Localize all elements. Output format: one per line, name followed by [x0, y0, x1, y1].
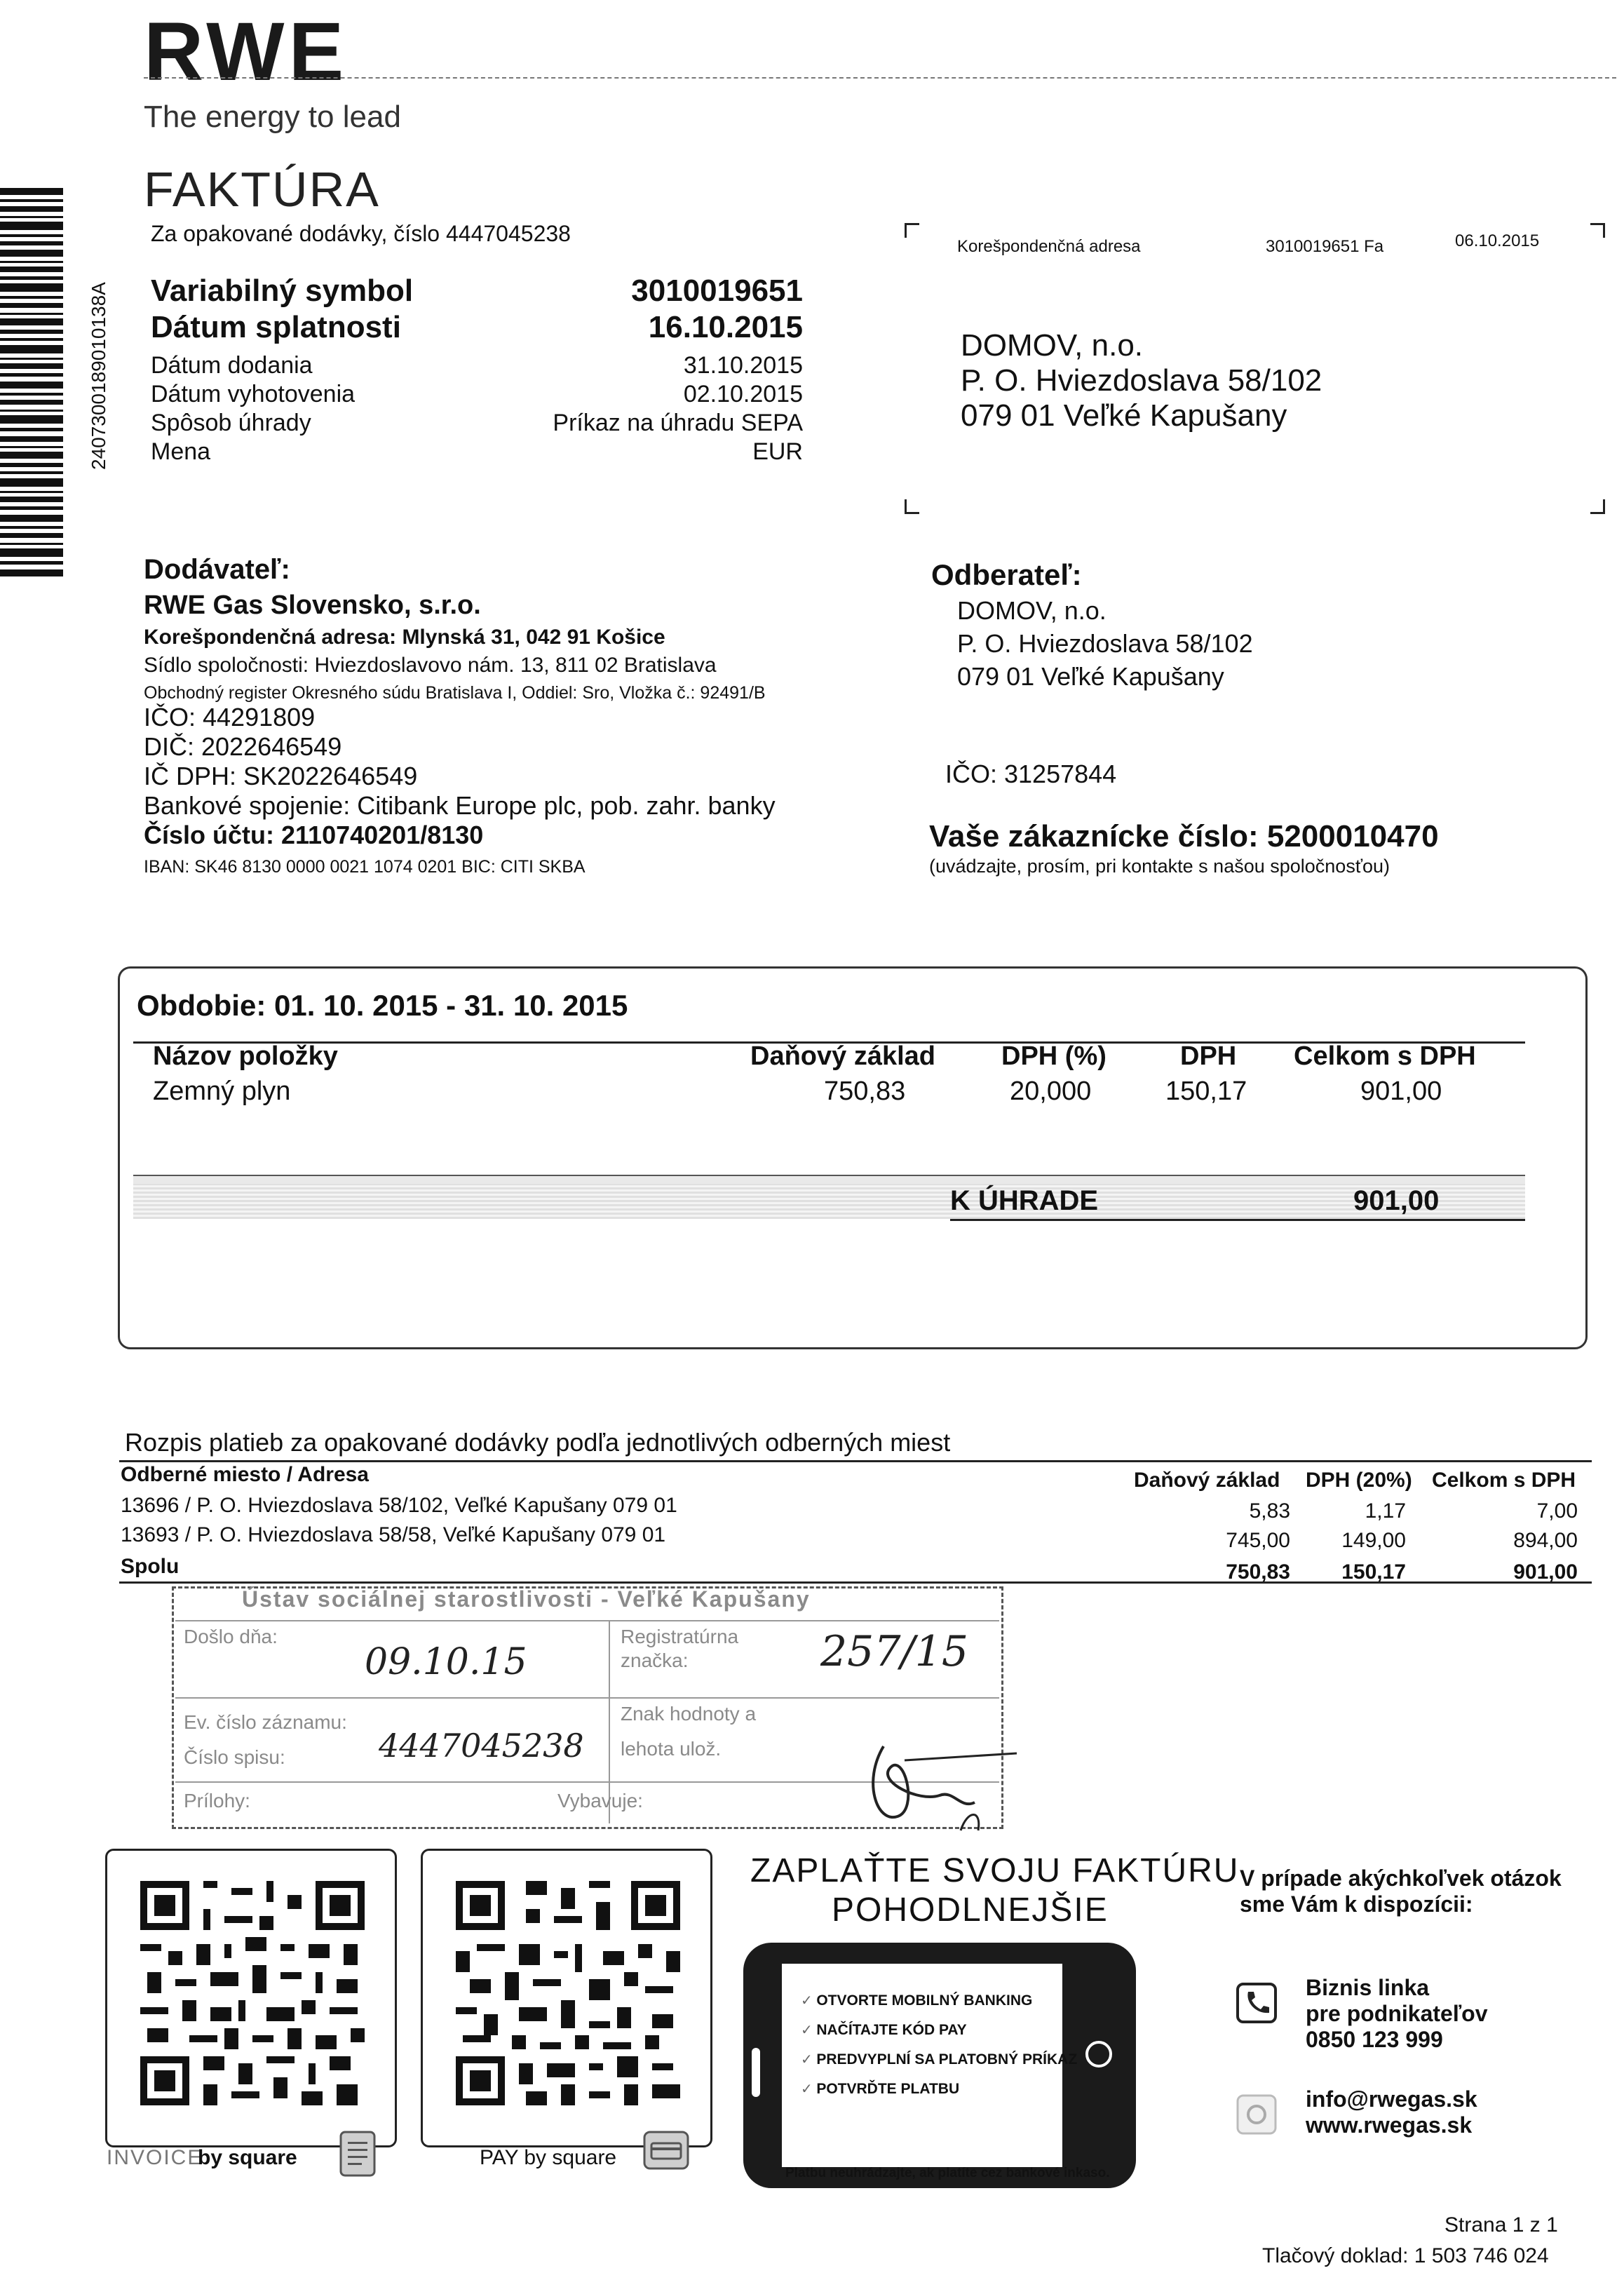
stamp-received-label: Došlo dňa: [184, 1626, 278, 1647]
supplier-corr-address: Korešpondenčná adresa: Mlynská 31, 042 91 Košice [144, 626, 665, 649]
issue-date-row [151, 381, 803, 412]
due-date-row [151, 310, 803, 344]
phone-home-button [1085, 2041, 1112, 2067]
breakdown-row2-base: 745,00 [1226, 1529, 1290, 1552]
payment-method-value: Príkaz na úhradu SEPA [553, 410, 803, 436]
contact-question [1240, 1866, 1562, 1917]
stamp-rule-2 [175, 1697, 999, 1699]
supplier-seat: Sídlo spoločnosti: Hviezdoslavovo nám. 13, 811 02 Bratislava [144, 654, 717, 677]
contact-web-link[interactable]: www.rwegas.sk [1306, 2112, 1473, 2138]
issue-date-value: 02.10.2015 [683, 381, 803, 407]
pay-direct-debit-note: Platbu neuhrádzajte, ak platíte cez bankové inkaso. [785, 2166, 1110, 2180]
delivery-date-label: Dátum dodania [151, 352, 313, 379]
mail-date: 06.10.2015 [1455, 231, 1540, 250]
variable-symbol-label: Variabilný symbol [151, 274, 414, 308]
invoice-by-square-label-b: by square [198, 2146, 297, 2169]
breakdown-title: Rozpis platieb za opakované dodávky podľa jednotlivých odberných miest [125, 1428, 951, 1457]
brand-tagline: The energy to lead [144, 100, 401, 134]
supplier-name: RWE Gas Slovensko, s.r.o. [144, 591, 481, 620]
breakdown-col-place: Odberné miesto / Adresa [121, 1463, 369, 1486]
customer-line3: 079 01 Veľké Kapušany [957, 662, 1224, 691]
breakdown-col-vat: DPH (20%) [1306, 1469, 1412, 1492]
currency-row [151, 438, 803, 469]
contact-email-link[interactable]: info@rwegas.sk [1306, 2086, 1477, 2112]
window-corner-tr [1590, 223, 1605, 238]
pay-step-1-text: OTVORTE MOBILNÝ BANKING [816, 1992, 1033, 2009]
breakdown-col-base: Daňový základ [1134, 1469, 1280, 1492]
web-contacts [1306, 2086, 1477, 2138]
business-line [1306, 1975, 1487, 2053]
payment-method-label: Spôsob úhrady [151, 410, 311, 436]
stamp-received-date: 09.10.15 [365, 1641, 527, 1683]
mail-address-line1: DOMOV, n.o. [961, 328, 1144, 363]
pay-step-2 [801, 2021, 967, 2039]
window-corner-br [1590, 499, 1605, 514]
breakdown-row1-vat: 1,17 [1365, 1499, 1406, 1523]
invoice-document-icon [338, 2129, 377, 2178]
stamp-rule-1 [175, 1620, 999, 1621]
amount-due-value: 901,00 [1353, 1185, 1440, 1216]
phone-icon [1236, 1982, 1278, 2024]
breakdown-row1-total: 7,00 [1536, 1499, 1578, 1523]
col-tax-base: Daňový základ [750, 1041, 935, 1071]
supplier-bank: Bankové spojenie: Citibank Europe plc, pob. zahr. banky [144, 791, 776, 820]
customer-line1: DOMOV, n.o. [957, 596, 1107, 625]
pay-title-line1: ZAPLAŤTE SVOJU FAKTÚRU [750, 1852, 1240, 1889]
breakdown-sum-base: 750,83 [1226, 1560, 1290, 1584]
supplier-iban: IBAN: SK46 8130 0000 0021 1074 0201 BIC: CITI SKBA [144, 857, 586, 877]
business-line-title: Biznis linka [1306, 1975, 1430, 2000]
print-document-number: Tlačový doklad: 1 503 746 024 [1262, 2244, 1549, 2267]
supplier-dic: DIČ: 2022646549 [144, 732, 342, 761]
issue-date-label: Dátum vyhotovenia [151, 381, 356, 407]
pay-step-3 [801, 2051, 1077, 2068]
email-icon [1236, 2093, 1278, 2136]
col-vat: DPH [1180, 1041, 1237, 1071]
phone-speaker [752, 2048, 760, 2097]
mail-address-line2: P. O. Hviezdoslava 58/102 [961, 363, 1322, 398]
pay-step-4-text: POTVRĎTE PLATBU [816, 2081, 960, 2097]
stamp-reg-label-1: Registratúrna [621, 1626, 739, 1647]
payment-method-row [151, 410, 803, 440]
business-line-subtitle: pre podnikateľov [1306, 2001, 1488, 2026]
header-divider [144, 77, 1616, 79]
item-vat: 150,17 [1165, 1077, 1247, 1106]
supplier-register: Obchodný register Okresného súdu Bratislava I, Oddiel: Sro, Vložka č.: 92491/B [144, 683, 766, 703]
stamp-record-label: Ev. číslo záznamu: [184, 1711, 347, 1733]
stamp-handler-label: Vybavuje: [557, 1790, 643, 1812]
barcode [0, 188, 63, 581]
stamp-value-label-1: Znak hodnoty a [621, 1703, 757, 1725]
pay-step-4 [801, 2080, 959, 2098]
stamp-file-number: 4447045238 [379, 1727, 584, 1765]
barcode-number [88, 182, 116, 477]
customer-number: Vaše zákaznícke číslo: 5200010470 [929, 819, 1439, 854]
customer-line2: P. O. Hviezdoslava 58/102 [957, 629, 1253, 658]
pay-qr-code[interactable] [449, 1874, 687, 2112]
col-total: Celkom s DPH [1294, 1041, 1476, 1071]
window-corner-bl [905, 499, 919, 514]
delivery-date-row [151, 352, 803, 383]
contact-question-line1: V prípade akýchkoľvek otázok [1240, 1866, 1562, 1891]
stamp-reg-number: 257/15 [820, 1627, 969, 1676]
check-icon: ✓ [801, 2052, 817, 2067]
customer-ico: IČO: 31257844 [945, 760, 1117, 788]
document-subtitle: Za opakované dodávky, číslo 4447045238 [151, 221, 571, 246]
pay-step-3-text: PREDVYPLNÍ SA PLATOBNÝ PRÍKAZ [816, 2051, 1078, 2067]
currency-value: EUR [752, 438, 803, 465]
business-line-phone[interactable]: 0850 123 999 [1306, 2027, 1443, 2052]
item-vat-rate: 20,000 [1010, 1077, 1092, 1106]
breakdown-sum-rule [119, 1581, 1592, 1584]
due-date-value: 16.10.2015 [648, 310, 803, 344]
breakdown-col-total: Celkom s DPH [1432, 1469, 1576, 1492]
pay-step-2-text: NAČÍTAJTE KÓD PAY [816, 2022, 967, 2038]
item-name: Zemný plyn [153, 1077, 291, 1106]
check-icon: ✓ [801, 2023, 817, 2038]
breakdown-sum-label: Spolu [121, 1555, 180, 1578]
breakdown-row2-place: 13693 / P. O. Hviezdoslava 58/58, Veľké Kapušany 079 01 [121, 1523, 666, 1546]
variable-symbol-value: 3010019651 [631, 274, 803, 308]
contact-question-line2: sme Vám k dispozícii: [1240, 1891, 1473, 1917]
total-band-texture [133, 1184, 1525, 1219]
item-total: 901,00 [1360, 1077, 1442, 1106]
handwritten-signature [855, 1725, 1024, 1837]
variable-symbol-row [151, 274, 803, 308]
delivery-date-value: 31.10.2015 [683, 352, 803, 379]
breakdown-row1-place: 13696 / P. O. Hviezdoslava 58/102, Veľké Kapušany 079 01 [121, 1494, 677, 1517]
mail-reference: 3010019651 Fa [1266, 237, 1384, 256]
due-date-label: Dátum splatnosti [151, 310, 401, 344]
col-vat-rate: DPH (%) [1001, 1041, 1107, 1071]
billing-period-title: Obdobie: 01. 10. 2015 - 31. 10. 2015 [137, 989, 628, 1022]
mail-address-line3: 079 01 Veľké Kapušany [961, 398, 1287, 433]
billing-period-box [118, 966, 1588, 1349]
window-corner-tl [905, 223, 919, 238]
amount-due-label: K ÚHRADE [950, 1185, 1099, 1216]
supplier-ico: IČO: 44291809 [144, 703, 316, 731]
check-icon: ✓ [801, 2082, 817, 2097]
rwe-logo: RWE [144, 6, 349, 98]
amount-due-rule [950, 1219, 1525, 1221]
stamp-attachments-label: Prílohy: [184, 1790, 250, 1812]
item-tax-base: 750,83 [824, 1077, 906, 1106]
stamp-value-label-2: lehota ulož. [621, 1738, 722, 1760]
breakdown-row2-vat: 149,00 [1341, 1529, 1406, 1552]
document-title: FAKTÚRA [144, 162, 380, 217]
col-item-name: Názov položky [153, 1041, 338, 1071]
breakdown-sum-total: 901,00 [1513, 1560, 1578, 1584]
breakdown-sum-vat: 150,17 [1341, 1560, 1406, 1584]
pay-by-square-label: PAY by square [480, 2146, 617, 2169]
stamp-organization: Ústav sociálnej starostlivosti - Veľké Kapušany [242, 1586, 811, 1612]
customer-number-note: (uvádzajte, prosím, pri kontakte s našou spoločnosťou) [929, 856, 1390, 877]
stamp-reg-label-2: značka: [621, 1650, 689, 1671]
pay-title-line2: POHODLNEJŠIE [832, 1891, 1109, 1929]
check-icon: ✓ [801, 1993, 817, 2009]
breakdown-row2-total: 894,00 [1513, 1529, 1578, 1552]
mail-label: Korešpondenčná adresa [957, 237, 1141, 256]
page-number: Strana 1 z 1 [1444, 2213, 1558, 2237]
invoice-by-square-label-a: INVOICE [107, 2146, 203, 2169]
supplier-account: Číslo účtu: 2110740201/8130 [144, 821, 484, 849]
pay-card-icon [642, 2129, 691, 2171]
invoice-qr-code[interactable] [133, 1874, 372, 2112]
supplier-icdph: IČ DPH: SK2022646549 [144, 762, 418, 790]
supplier-heading: Dodávateľ: [144, 554, 290, 585]
customer-heading: Odberateľ: [931, 558, 1082, 591]
breakdown-rule [119, 1460, 1592, 1462]
barcode-number-text: 2407300189010138A [88, 282, 109, 470]
stamp-file-label: Číslo spisu: [184, 1746, 285, 1768]
breakdown-row1-base: 5,83 [1249, 1499, 1290, 1523]
currency-label: Mena [151, 438, 211, 465]
pay-step-1 [801, 1992, 1032, 2009]
